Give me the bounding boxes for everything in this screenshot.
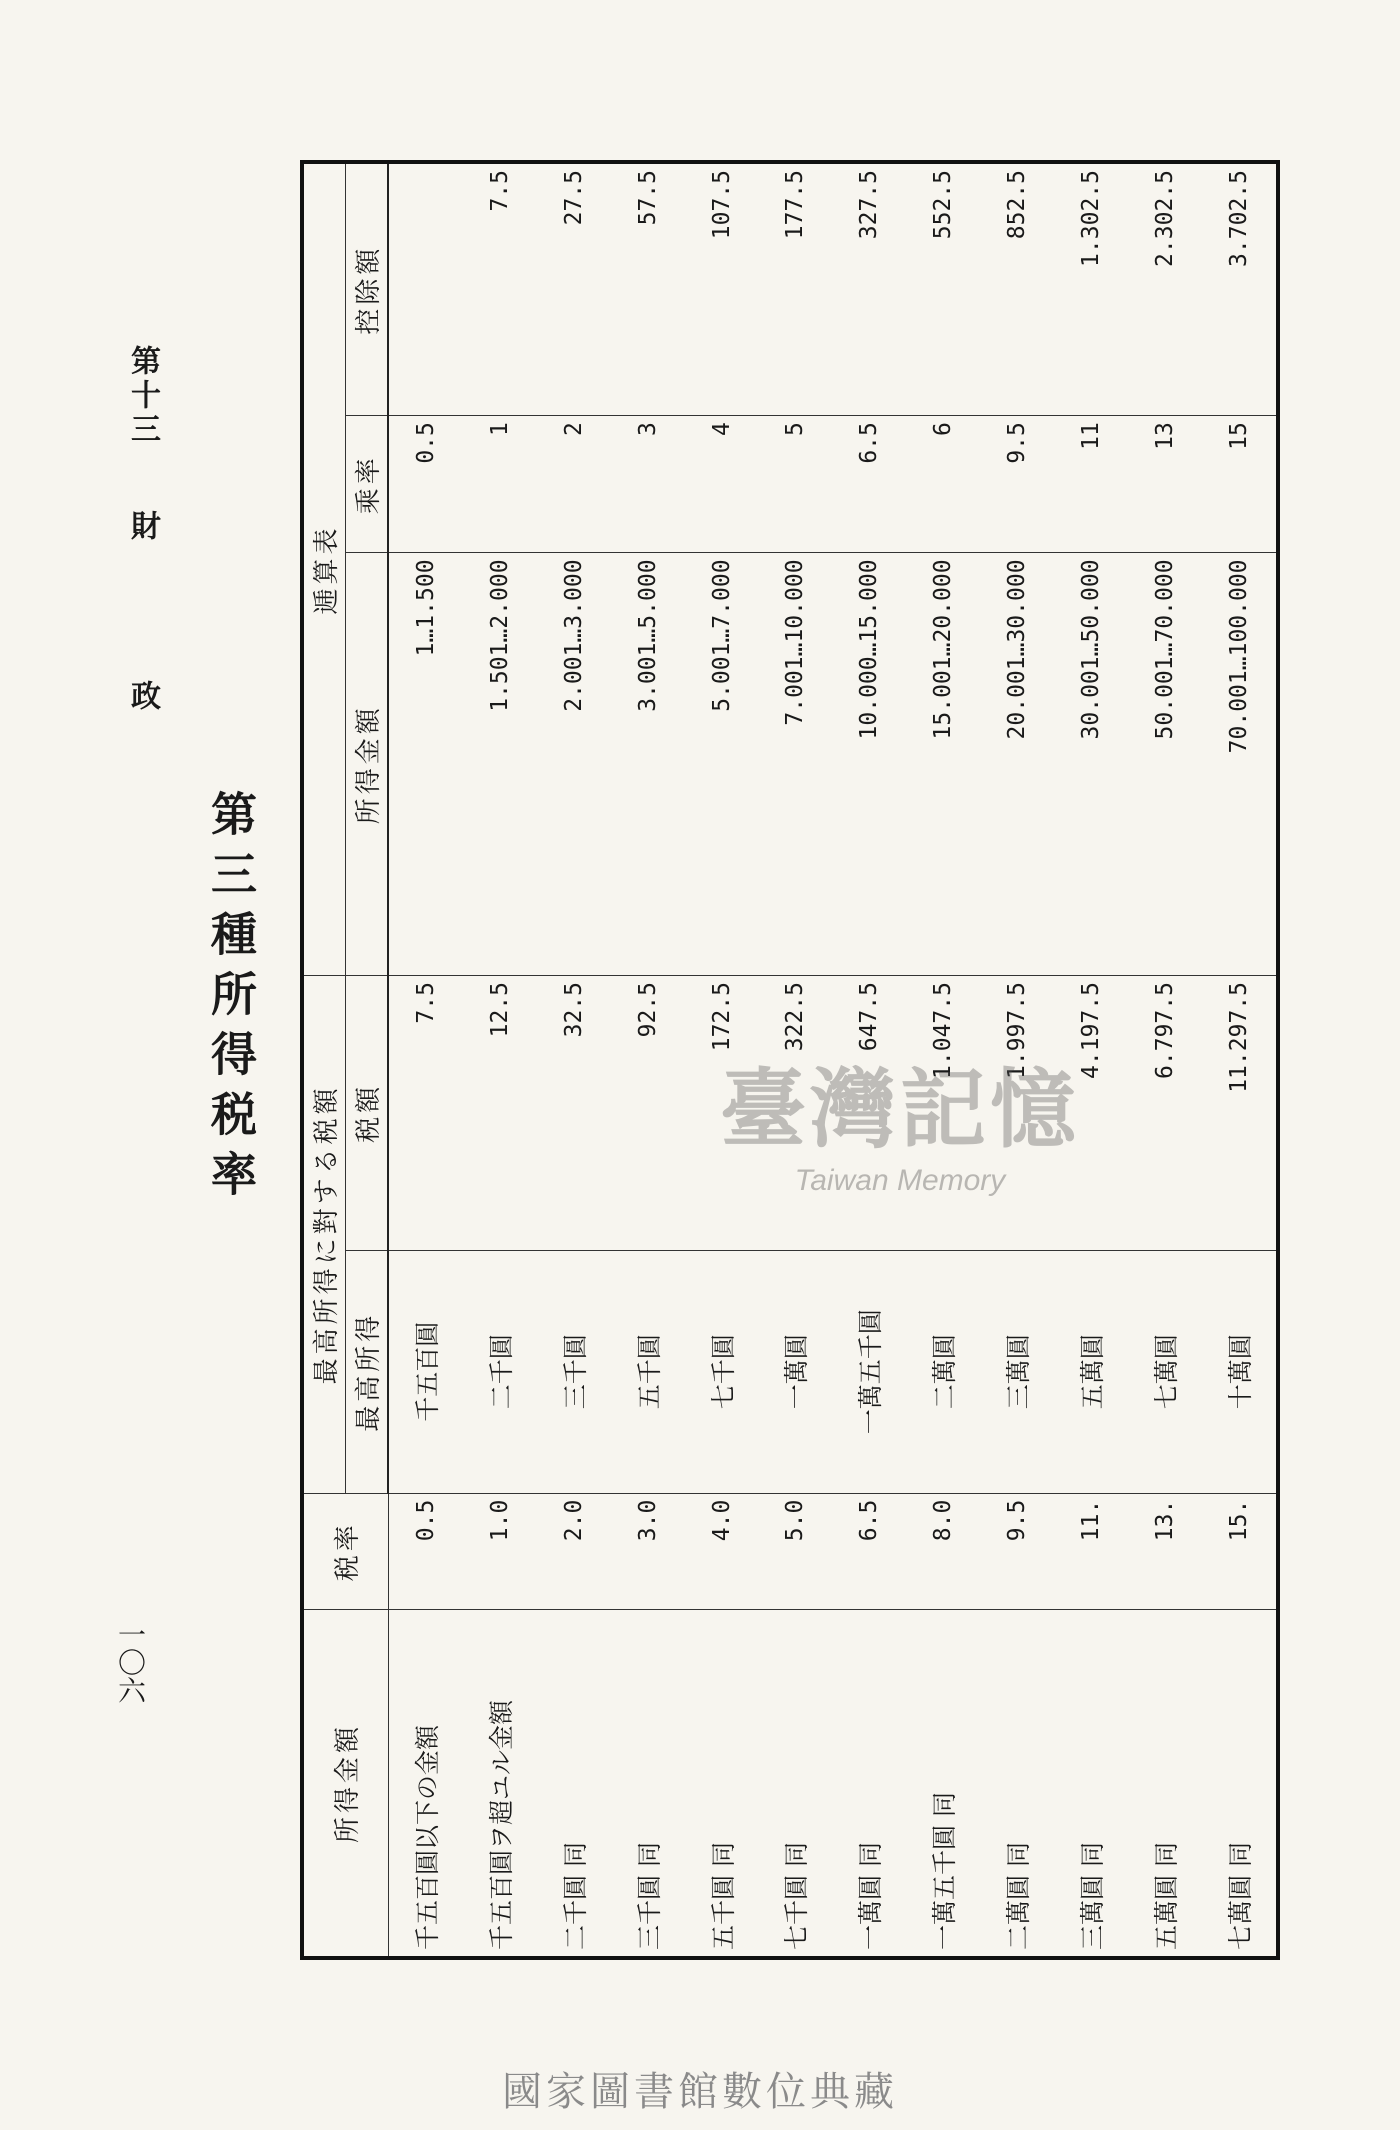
cell-progressive-income: 2.001…3.000: [537, 553, 611, 976]
cell-rate: 1.0: [463, 1493, 537, 1609]
cell-deduction: 27.5: [537, 162, 611, 416]
cell-tax-amount: 12.5: [463, 976, 537, 1251]
cell-income: 二千圓 同: [537, 1609, 611, 1958]
table-row: [1202, 162, 1278, 1958]
header-rate: 税率: [302, 1493, 388, 1609]
cell-tax-amount: 4.197.5: [1054, 976, 1128, 1251]
cell-tax-amount: 11.297.5: [1202, 976, 1278, 1251]
cell-max-income: 七萬圓: [1128, 1250, 1202, 1493]
cell-deduction: 3.702.5: [1202, 162, 1278, 416]
cell-max-income: 三千圓: [537, 1250, 611, 1493]
cell-tax-amount: 322.5: [759, 976, 833, 1251]
header-income: 所得金額: [302, 1609, 388, 1958]
cell-progressive-income: 10.000…15.000: [832, 553, 906, 976]
cell-tax-amount: 6.797.5: [1128, 976, 1202, 1251]
cell-income: 五萬圓 同: [1128, 1609, 1202, 1958]
cell-max-income: 三萬圓: [980, 1250, 1054, 1493]
page-title: 第三種所得税率: [204, 790, 258, 1210]
header-tax-amount: 税額: [346, 976, 389, 1251]
cell-rate: 3.0: [611, 1493, 685, 1609]
cell-income: 一萬五千圓 同: [906, 1609, 980, 1958]
cell-income: 千五百圓以下の金額: [388, 1609, 463, 1958]
cell-rate: 8.0: [906, 1493, 980, 1609]
table-row: [980, 162, 1054, 1958]
cell-max-income: 五千圓: [611, 1250, 685, 1493]
cell-tax-amount: 172.5: [685, 976, 759, 1251]
cell-tax-amount: 1.997.5: [980, 976, 1054, 1251]
cell-rate: 15.: [1202, 1493, 1278, 1609]
cell-rate: 4.0: [685, 1493, 759, 1609]
cell-multiplier: 6.5: [832, 416, 906, 553]
cell-rate: 11.: [1054, 1493, 1128, 1609]
header-progressive-group: 逓算表: [302, 162, 346, 976]
cell-max-income: 十萬圓: [1202, 1250, 1278, 1493]
cell-deduction: 552.5: [906, 162, 980, 416]
cell-progressive-income: 20.001…30.000: [980, 553, 1054, 976]
cell-deduction: 7.5: [463, 162, 537, 416]
cell-max-income: 一萬五千圓: [832, 1250, 906, 1493]
cell-rate: 13.: [1128, 1493, 1202, 1609]
cell-progressive-income: 50.001…70.000: [1128, 553, 1202, 976]
cell-multiplier: 1: [463, 416, 537, 553]
cell-progressive-income: 1.501…2.000: [463, 553, 537, 976]
cell-max-income: 七千圓: [685, 1250, 759, 1493]
header-max-income: 最高所得: [346, 1250, 389, 1493]
cell-income: 七千圓 同: [759, 1609, 833, 1958]
cell-progressive-income: 7.001…10.000: [759, 553, 833, 976]
cell-multiplier: 11: [1054, 416, 1128, 553]
cell-tax-amount: 7.5: [388, 976, 463, 1251]
cell-max-income: 二千圓: [463, 1250, 537, 1493]
running-head-topic: 政: [125, 680, 160, 710]
cell-rate: 0.5: [388, 1493, 463, 1609]
cell-deduction: 57.5: [611, 162, 685, 416]
footer-credit: 國家圖書館數位典藏: [502, 2069, 898, 2115]
header-max-group: 最高所得に對する税額: [302, 976, 346, 1494]
cell-income: 三萬圓 同: [1054, 1609, 1128, 1958]
cell-max-income: 二萬圓: [906, 1250, 980, 1493]
cell-max-income: 千五百圓: [388, 1250, 463, 1493]
running-head-chapter: 第十三: [125, 345, 160, 447]
table-row: [759, 162, 833, 1958]
table-row: [906, 162, 980, 1958]
cell-income: 一萬圓 同: [832, 1609, 906, 1958]
table-row: [1128, 162, 1202, 1958]
cell-deduction: 327.5: [832, 162, 906, 416]
cell-rate: 2.0: [537, 1493, 611, 1609]
tax-rate-table-wrapper: [300, 160, 1280, 1960]
header-deduction: 控除額: [346, 162, 389, 416]
cell-income: 五千圓 同: [685, 1609, 759, 1958]
cell-income: 三千圓 同: [611, 1609, 685, 1958]
header-multiplier: 乘率: [346, 416, 389, 553]
page-number: 一〇六: [114, 1620, 147, 1704]
cell-progressive-income: 15.001…20.000: [906, 553, 980, 976]
cell-deduction: [388, 162, 463, 416]
header-progressive-income: 所得金額: [346, 553, 389, 976]
tax-rate-table: [300, 160, 1280, 1960]
table-row: [463, 162, 537, 1958]
cell-progressive-income: 1…1.500: [388, 553, 463, 976]
watermark-chinese: 臺灣記憶: [720, 1059, 1080, 1160]
cell-max-income: 一萬圓: [759, 1250, 833, 1493]
table-row: [1054, 162, 1128, 1958]
cell-progressive-income: 5.001…7.000: [685, 553, 759, 976]
table-row: [537, 162, 611, 1958]
cell-max-income: 五萬圓: [1054, 1250, 1128, 1493]
cell-deduction: 107.5: [685, 162, 759, 416]
cell-deduction: 1.302.5: [1054, 162, 1128, 416]
cell-tax-amount: 647.5: [832, 976, 906, 1251]
cell-tax-amount: 1.047.5: [906, 976, 980, 1251]
watermark-english: Taiwan Memory: [794, 1164, 1006, 1197]
running-head-title: 財: [125, 510, 160, 540]
cell-multiplier: 0.5: [388, 416, 463, 553]
cell-tax-amount: 32.5: [537, 976, 611, 1251]
cell-rate: 6.5: [832, 1493, 906, 1609]
table-row: [388, 162, 463, 1958]
cell-deduction: 177.5: [759, 162, 833, 416]
table-row: [611, 162, 685, 1958]
cell-tax-amount: 92.5: [611, 976, 685, 1251]
cell-progressive-income: 70.001…100.000: [1202, 553, 1278, 976]
cell-multiplier: 13: [1128, 416, 1202, 553]
cell-deduction: 852.5: [980, 162, 1054, 416]
cell-deduction: 2.302.5: [1128, 162, 1202, 416]
cell-multiplier: 4: [685, 416, 759, 553]
cell-multiplier: 2: [537, 416, 611, 553]
cell-multiplier: 15: [1202, 416, 1278, 553]
table-body: [388, 162, 1278, 1958]
table-row: [832, 162, 906, 1958]
cell-multiplier: 5: [759, 416, 833, 553]
cell-progressive-income: 30.001…50.000: [1054, 553, 1128, 976]
cell-rate: 9.5: [980, 1493, 1054, 1609]
cell-progressive-income: 3.001…5.000: [611, 553, 685, 976]
cell-income: 二萬圓 同: [980, 1609, 1054, 1958]
cell-income: 七萬圓 同: [1202, 1609, 1278, 1958]
table-row: [685, 162, 759, 1958]
cell-multiplier: 6: [906, 416, 980, 553]
cell-multiplier: 3: [611, 416, 685, 553]
cell-multiplier: 9.5: [980, 416, 1054, 553]
cell-rate: 5.0: [759, 1493, 833, 1609]
cell-income: 千五百圓ヲ超ユル金額: [463, 1609, 537, 1958]
